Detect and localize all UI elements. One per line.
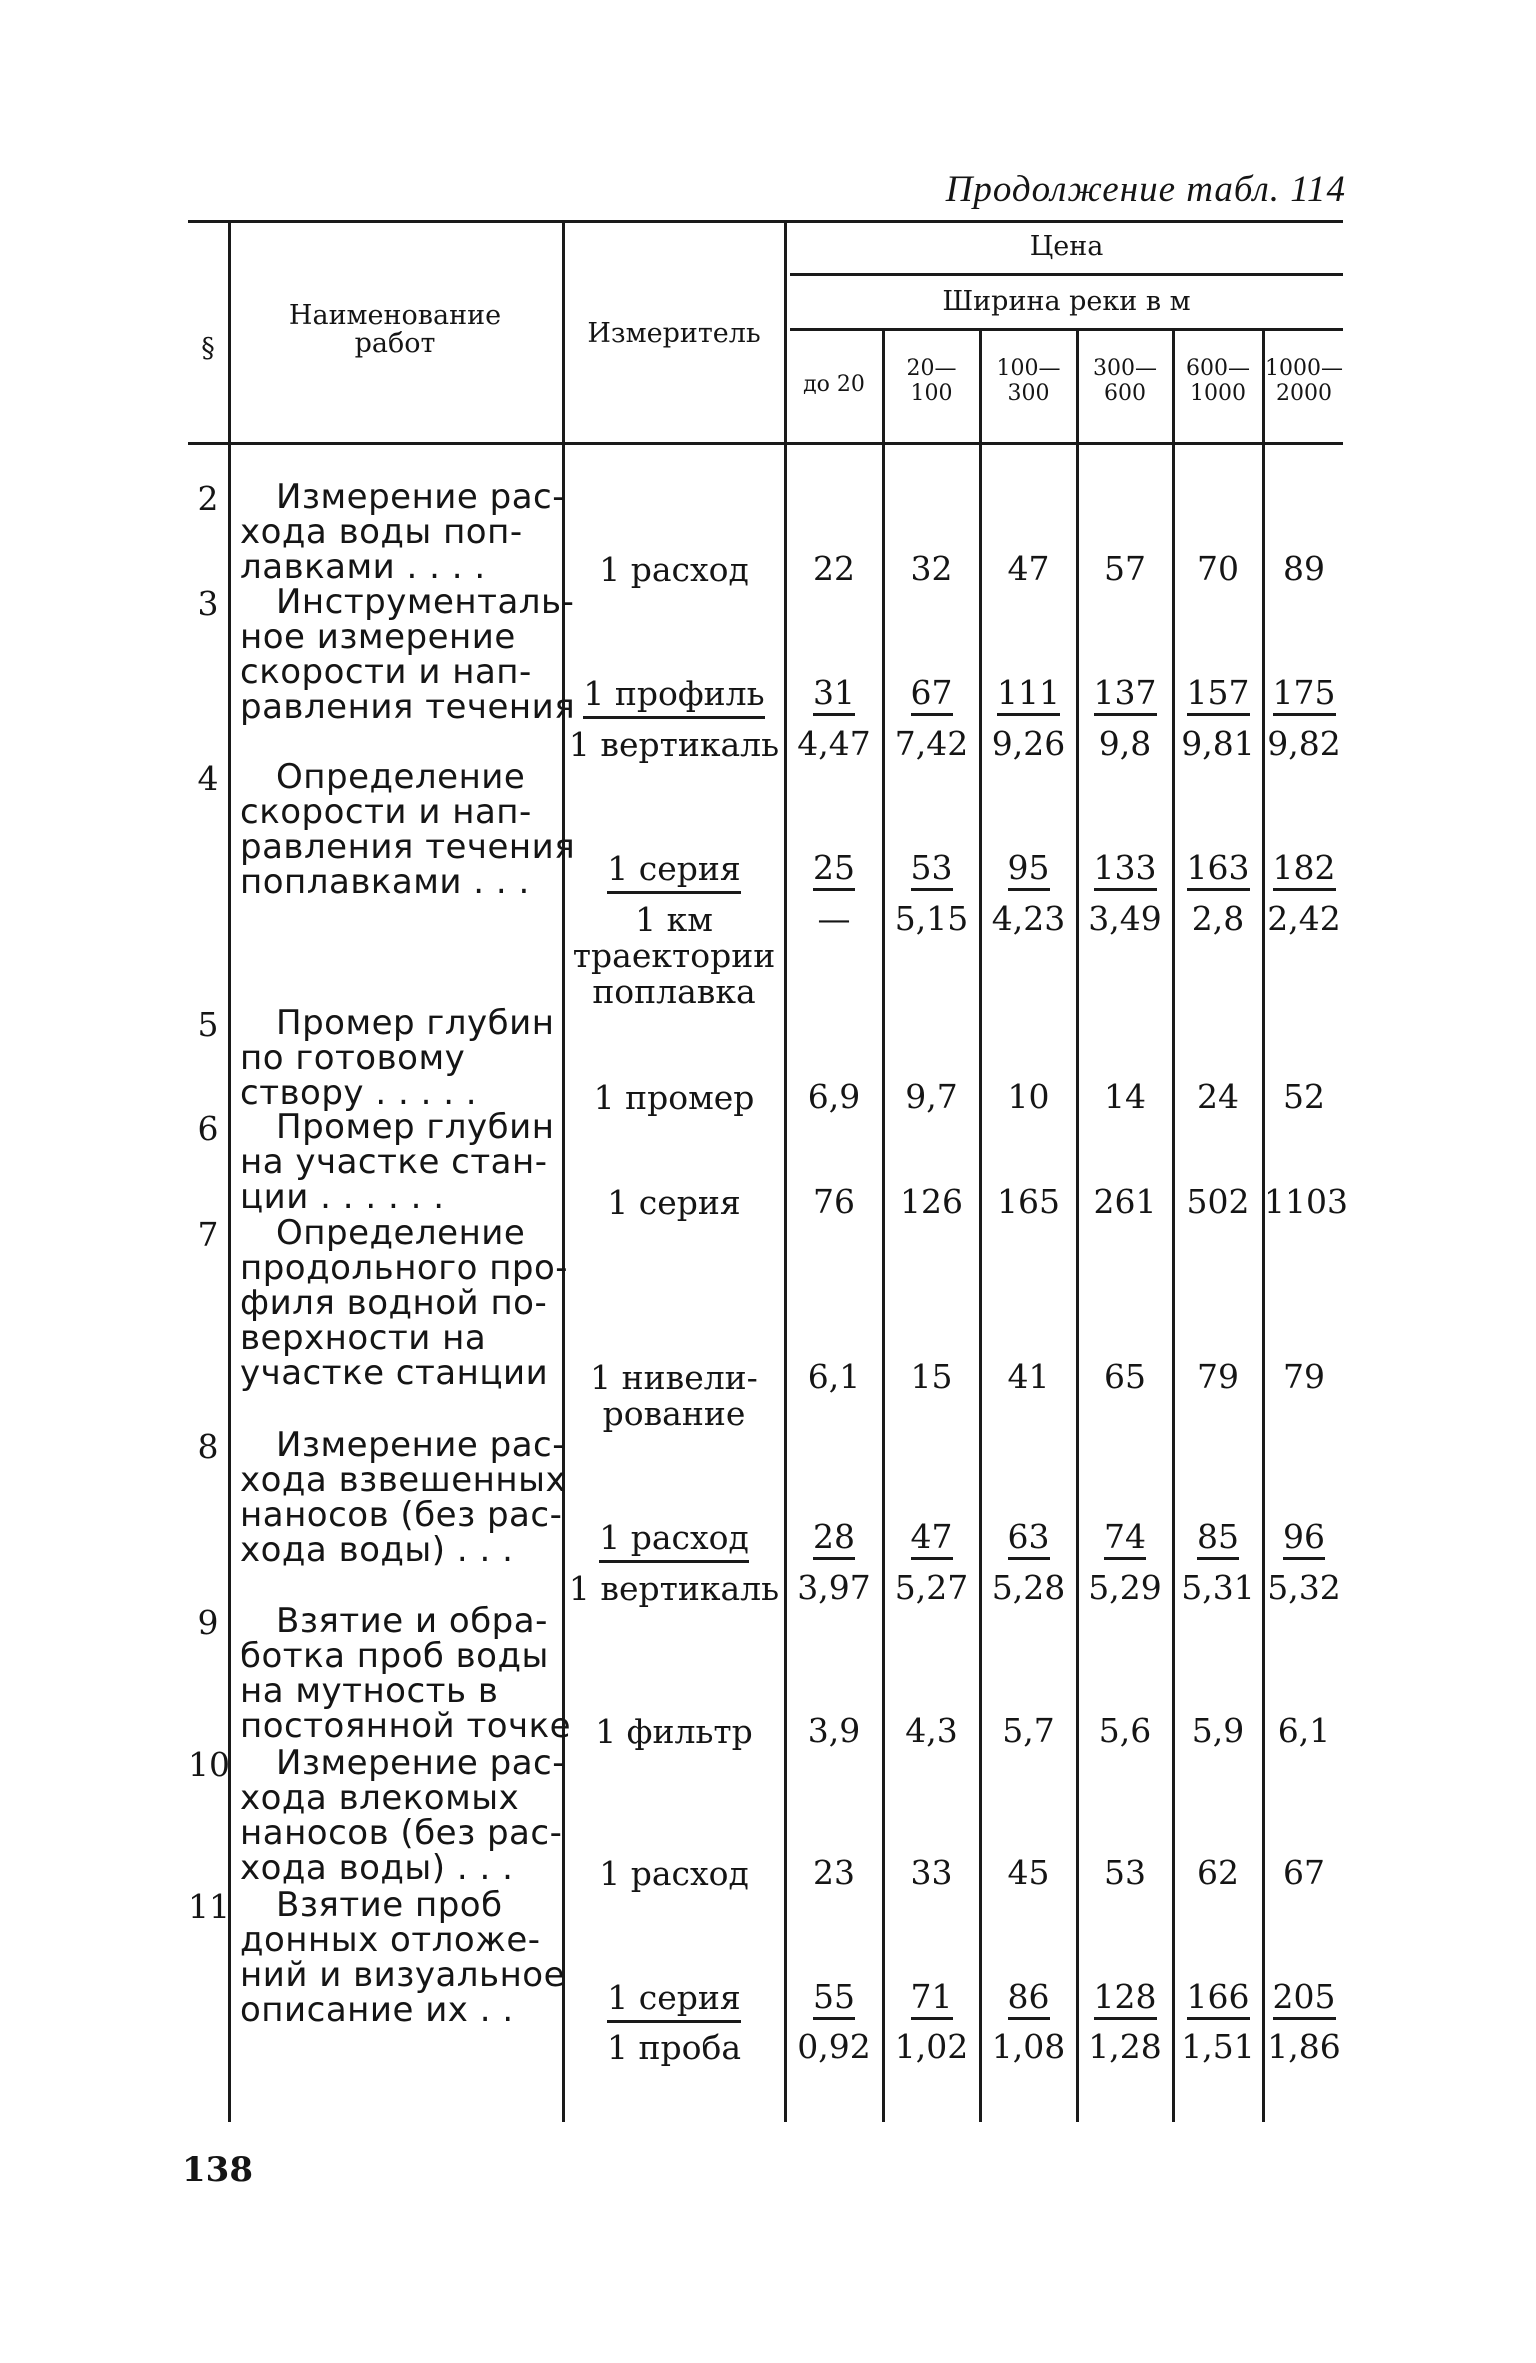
work-name-line: Инструменталь- bbox=[276, 582, 575, 622]
price-value-text: 23 bbox=[813, 1853, 855, 1892]
unit-label-line: 1 расход bbox=[599, 550, 749, 589]
header-width-4: 600— 1000 bbox=[1186, 356, 1250, 407]
price-value bbox=[981, 724, 1076, 763]
unit-label-line: 1 серия bbox=[607, 1980, 740, 2023]
price-value bbox=[1264, 1568, 1344, 1607]
unit-label bbox=[566, 2030, 782, 2066]
price-value-text: 261 bbox=[1093, 1182, 1157, 1221]
price-value-text: 9,8 bbox=[1098, 724, 1152, 763]
price-value bbox=[786, 899, 882, 938]
price-value-text: 166 bbox=[1187, 1980, 1250, 2020]
price-value-text: 0,92 bbox=[797, 2027, 871, 2066]
header-width-1: 20— 100 bbox=[906, 356, 957, 407]
price-value bbox=[1174, 549, 1262, 588]
work-name bbox=[240, 1743, 566, 1888]
price-value-text: 5,6 bbox=[1098, 1711, 1152, 1750]
price-value bbox=[884, 724, 979, 763]
price-value-text: 10 bbox=[1007, 1077, 1050, 1116]
price-value-text: 4,47 bbox=[797, 724, 871, 763]
price-value-text: 9,81 bbox=[1181, 724, 1255, 763]
price-value-text: 25 bbox=[813, 851, 855, 891]
row-number: 11 bbox=[188, 1887, 230, 1926]
work-name-line: скорости и нап- bbox=[240, 792, 532, 832]
work-name-line: филя водной по- bbox=[240, 1283, 548, 1323]
work-name-line: наносов (без рас- bbox=[240, 1813, 563, 1853]
work-name bbox=[240, 1107, 560, 1217]
price-value bbox=[981, 899, 1076, 938]
work-name bbox=[240, 757, 576, 902]
work-name-line: поплавками . . . bbox=[240, 862, 530, 902]
price-value bbox=[786, 1568, 882, 1607]
price-value bbox=[1078, 2027, 1172, 2066]
price-value bbox=[1078, 1357, 1172, 1396]
price-value-text: 9,26 bbox=[991, 724, 1066, 763]
price-value-text: 5,27 bbox=[894, 1568, 969, 1607]
work-name-line: равления течения bbox=[240, 687, 576, 727]
header-section-sign: § bbox=[201, 333, 215, 364]
row-number: 7 bbox=[197, 1215, 219, 1254]
work-name-line: продольного про- bbox=[240, 1248, 569, 1288]
row-number: 9 bbox=[197, 1603, 219, 1642]
price-value-text: 9,7 bbox=[905, 1077, 958, 1116]
work-name-line: хода воды) . . . bbox=[240, 1848, 514, 1888]
price-value-text: 6,1 bbox=[1277, 1711, 1331, 1750]
work-name-line: ное измерение bbox=[240, 617, 516, 657]
price-value-text: 95 bbox=[1008, 851, 1050, 891]
work-name-line: Измерение рас- bbox=[276, 477, 566, 517]
price-value-text: 71 bbox=[911, 1980, 953, 2020]
price-value-text: 31 bbox=[813, 676, 855, 716]
price-value-text: 1,51 bbox=[1181, 2027, 1255, 2066]
price-value bbox=[1174, 1517, 1262, 1560]
price-value bbox=[1264, 549, 1344, 588]
row-number: 10 bbox=[188, 1745, 230, 1784]
unit-label bbox=[566, 851, 782, 894]
price-value-text: 76 bbox=[813, 1182, 855, 1221]
price-value-text: 22 bbox=[813, 549, 855, 588]
header-river-width: Ширина реки в м bbox=[942, 286, 1191, 317]
price-value-text: 5,7 bbox=[1002, 1711, 1055, 1750]
row-number: 2 bbox=[197, 479, 219, 518]
price-value-text: 14 bbox=[1104, 1077, 1146, 1116]
price-value-text: 65 bbox=[1104, 1357, 1146, 1396]
price-value bbox=[884, 673, 979, 716]
work-name-line: Промер глубин bbox=[276, 1003, 555, 1043]
row-number: 3 bbox=[197, 584, 219, 623]
price-value bbox=[1264, 899, 1344, 938]
work-name-line: участке станции bbox=[240, 1353, 549, 1393]
price-value bbox=[1174, 1853, 1262, 1892]
work-name bbox=[240, 1003, 560, 1113]
price-value-text: 45 bbox=[1007, 1853, 1050, 1892]
price-value-text: 2,8 bbox=[1191, 899, 1245, 938]
work-name-line: ботка проб воды bbox=[240, 1636, 549, 1676]
price-value bbox=[884, 2027, 979, 2066]
price-value bbox=[1078, 848, 1172, 891]
header-bottom-rule bbox=[188, 442, 1343, 445]
price-value-text: 79 bbox=[1283, 1357, 1325, 1396]
price-value-text: 3,49 bbox=[1088, 899, 1162, 938]
price-value-text: 5,15 bbox=[894, 899, 969, 938]
price-value bbox=[1264, 1357, 1344, 1396]
price-value-text: 41 bbox=[1007, 1357, 1050, 1396]
price-value-text: 205 bbox=[1273, 1980, 1336, 2020]
unit-label-line: 1 вертикаль bbox=[568, 725, 780, 764]
price-value-text: 126 bbox=[900, 1182, 963, 1221]
price-value-text: 32 bbox=[910, 549, 953, 588]
price-value-text: 163 bbox=[1187, 851, 1250, 891]
header-work-name-2: работ bbox=[354, 328, 436, 359]
row-number: 6 bbox=[197, 1109, 219, 1148]
work-name-line: описание их . . bbox=[240, 1990, 514, 2030]
price-value bbox=[981, 2027, 1076, 2066]
price-value-text: 1,86 bbox=[1267, 2027, 1341, 2066]
price-value-text: 5,28 bbox=[991, 1568, 1066, 1607]
price-value-text: 62 bbox=[1197, 1853, 1239, 1892]
work-name-line: по готовому bbox=[240, 1038, 466, 1078]
table-top-rule bbox=[188, 220, 1343, 223]
price-value-text: — bbox=[817, 899, 851, 938]
work-name bbox=[240, 477, 566, 587]
work-name-line: верхности на bbox=[240, 1318, 487, 1358]
price-value-text: 33 bbox=[910, 1853, 953, 1892]
price-value-text: 52 bbox=[1283, 1077, 1325, 1116]
unit-label bbox=[566, 1856, 782, 1892]
unit-label-line: 1 расход bbox=[599, 1520, 749, 1563]
price-value-text: 502 bbox=[1186, 1182, 1250, 1221]
price-value-text: 63 bbox=[1008, 1520, 1050, 1560]
price-value-text: 175 bbox=[1273, 676, 1336, 716]
price-value bbox=[1264, 848, 1344, 891]
price-value bbox=[981, 1357, 1076, 1396]
unit-label bbox=[566, 552, 782, 588]
work-name bbox=[240, 582, 576, 727]
col-divider-w4 bbox=[1172, 330, 1175, 2122]
price-value bbox=[1264, 1182, 1348, 1221]
header-width-2: 100— 300 bbox=[996, 356, 1061, 407]
unit-label-line: 1 серия bbox=[607, 1183, 741, 1222]
page-number: 138 bbox=[182, 2150, 253, 2190]
work-name-line: хода воды поп- bbox=[240, 512, 523, 552]
price-value-text: 1,28 bbox=[1088, 2027, 1162, 2066]
price-value bbox=[1174, 899, 1262, 938]
price-value bbox=[1078, 1711, 1172, 1750]
work-name-line: створу . . . . . bbox=[240, 1073, 478, 1113]
price-value bbox=[884, 1568, 979, 1607]
price-value bbox=[981, 1182, 1076, 1221]
price-value bbox=[1174, 848, 1262, 891]
price-value-text: 1103 bbox=[1264, 1182, 1348, 1221]
price-value bbox=[1174, 673, 1262, 716]
price-value bbox=[884, 848, 979, 891]
price-value bbox=[981, 549, 1076, 588]
price-value bbox=[981, 848, 1076, 891]
header-price: Цена bbox=[1029, 231, 1104, 262]
price-value bbox=[1174, 724, 1262, 763]
col-divider-w5 bbox=[1262, 330, 1265, 2122]
price-value bbox=[1264, 1077, 1344, 1116]
price-value-text: 5,31 bbox=[1181, 1568, 1255, 1607]
price-value bbox=[786, 1517, 882, 1560]
price-value-text: 47 bbox=[911, 1520, 953, 1560]
price-value bbox=[1264, 2027, 1344, 2066]
work-name-line: хода влекомых bbox=[240, 1778, 520, 1818]
row-number: 5 bbox=[197, 1005, 219, 1044]
unit-label bbox=[566, 1185, 782, 1221]
work-name-line: на участке стан- bbox=[240, 1142, 548, 1182]
work-name-line: донных отложе- bbox=[240, 1920, 541, 1960]
price-value bbox=[1264, 1517, 1344, 1560]
unit-label-line: 1 фильтр bbox=[595, 1712, 753, 1751]
price-value-text: 5,32 bbox=[1267, 1568, 1341, 1607]
work-name-line: Взятие и обра- bbox=[276, 1601, 548, 1641]
work-name-line: хода взвешенных bbox=[240, 1460, 567, 1500]
price-value bbox=[1174, 1568, 1262, 1607]
work-name-line: Определение bbox=[276, 757, 526, 797]
price-value bbox=[1078, 1182, 1172, 1221]
price-value-text: 74 bbox=[1104, 1520, 1146, 1560]
unit-label-line: 1 вертикаль bbox=[568, 1569, 780, 1608]
unit-label-line: 1 нивели- bbox=[590, 1358, 758, 1397]
col-divider-w2 bbox=[979, 330, 982, 2122]
work-name-line: хода воды) . . . bbox=[240, 1530, 514, 1570]
price-value-text: 53 bbox=[1104, 1853, 1146, 1892]
price-value bbox=[1078, 673, 1172, 716]
row-number: 8 bbox=[197, 1427, 219, 1466]
price-value bbox=[786, 673, 882, 716]
header-width-0: до 20 bbox=[803, 372, 865, 397]
unit-label bbox=[566, 1571, 782, 1607]
work-name-line: Измерение рас- bbox=[276, 1743, 566, 1783]
price-value bbox=[1264, 1977, 1344, 2020]
work-name-line: Промер глубин bbox=[276, 1107, 555, 1147]
unit-label-line: 1 км bbox=[635, 900, 713, 939]
price-value bbox=[786, 549, 882, 588]
header-width-5: 1000— 2000 bbox=[1265, 356, 1343, 407]
width-rule bbox=[790, 328, 1343, 331]
price-value bbox=[981, 1853, 1076, 1892]
price-value-text: 79 bbox=[1197, 1357, 1239, 1396]
work-name-line: ний и визуальное bbox=[240, 1955, 566, 1995]
unit-label-line: траектории bbox=[572, 936, 776, 975]
price-value bbox=[1078, 1077, 1172, 1116]
price-value-text: 3,9 bbox=[807, 1711, 861, 1750]
work-name-line: равления течения bbox=[240, 827, 576, 867]
price-value bbox=[1078, 1977, 1172, 2020]
price-value bbox=[981, 1977, 1076, 2020]
price-value bbox=[1174, 1977, 1262, 2020]
price-value bbox=[981, 1711, 1076, 1750]
price-value bbox=[786, 848, 882, 891]
price-value bbox=[1264, 1711, 1344, 1750]
price-value-text: 4,3 bbox=[905, 1711, 958, 1750]
price-value bbox=[1174, 2027, 1262, 2066]
price-value-text: 67 bbox=[1283, 1853, 1325, 1892]
price-value bbox=[1174, 1077, 1262, 1116]
price-value bbox=[1174, 1182, 1262, 1221]
price-value bbox=[884, 899, 979, 938]
col-divider-w3 bbox=[1076, 330, 1079, 2122]
work-name-line: наносов (без рас- bbox=[240, 1495, 563, 1535]
row-number: 4 bbox=[197, 759, 219, 798]
price-value bbox=[981, 1568, 1076, 1607]
price-value bbox=[1078, 724, 1172, 763]
unit-label-line: 1 профиль bbox=[583, 676, 764, 719]
work-name-line: Определение bbox=[276, 1213, 526, 1253]
unit-label-line: 1 серия bbox=[607, 851, 740, 894]
price-value bbox=[884, 1357, 979, 1396]
price-value bbox=[786, 1711, 882, 1750]
price-value bbox=[884, 1711, 979, 1750]
work-name-line: ции . . . . . . bbox=[240, 1177, 445, 1217]
unit-label-line: 1 проба bbox=[606, 2028, 741, 2067]
unit-label-line: 1 промер bbox=[593, 1078, 755, 1117]
price-value-text: 137 bbox=[1094, 676, 1157, 716]
price-value-text: 15 bbox=[910, 1357, 953, 1396]
price-value-text: 111 bbox=[997, 676, 1060, 716]
work-name-line: лавками . . . . bbox=[240, 547, 486, 587]
price-value-text: 133 bbox=[1094, 851, 1157, 891]
price-value bbox=[786, 1977, 882, 2020]
work-name-line: на мутность в bbox=[240, 1671, 499, 1711]
price-value bbox=[1078, 1568, 1172, 1607]
unit-label-line: поплавка bbox=[592, 972, 756, 1011]
price-value bbox=[884, 1077, 979, 1116]
price-value bbox=[786, 724, 882, 763]
price-value-text: 28 bbox=[813, 1520, 855, 1560]
unit-label bbox=[566, 1520, 782, 1563]
price-value-text: 89 bbox=[1283, 549, 1325, 588]
col-divider-w1 bbox=[882, 330, 885, 2122]
price-value-text: 55 bbox=[813, 1980, 855, 2020]
price-value bbox=[1174, 1711, 1262, 1750]
price-value bbox=[786, 1853, 882, 1892]
price-value bbox=[1078, 1517, 1172, 1560]
unit-label-line: рование bbox=[602, 1394, 746, 1433]
work-name-line: скорости и нап- bbox=[240, 652, 532, 692]
price-value bbox=[884, 1853, 979, 1892]
price-value bbox=[786, 2027, 882, 2066]
price-value bbox=[786, 1182, 882, 1221]
price-value bbox=[884, 1977, 979, 2020]
price-value-text: 96 bbox=[1283, 1520, 1325, 1560]
price-value bbox=[786, 1077, 882, 1116]
table-caption: Продолжение табл. 114 bbox=[945, 169, 1346, 210]
unit-label bbox=[566, 676, 782, 719]
unit-label bbox=[566, 1360, 782, 1432]
price-value-text: 57 bbox=[1104, 549, 1146, 588]
price-value bbox=[981, 1517, 1076, 1560]
price-value bbox=[1078, 899, 1172, 938]
price-value-text: 182 bbox=[1273, 851, 1336, 891]
work-name-line: Взятие проб bbox=[276, 1885, 503, 1925]
unit-label bbox=[566, 1980, 782, 2023]
work-name bbox=[240, 1425, 567, 1570]
price-value-text: 1,08 bbox=[991, 2027, 1066, 2066]
price-value-text: 53 bbox=[911, 851, 953, 891]
work-name-line: Измерение рас- bbox=[276, 1425, 566, 1465]
unit-label bbox=[566, 902, 782, 1010]
price-value-text: 165 bbox=[997, 1182, 1060, 1221]
work-name bbox=[240, 1601, 572, 1746]
unit-label bbox=[566, 1714, 782, 1750]
unit-label bbox=[566, 727, 782, 763]
price-value-text: 47 bbox=[1007, 549, 1050, 588]
price-value-text: 67 bbox=[911, 676, 953, 716]
price-value-text: 7,42 bbox=[894, 724, 969, 763]
price-value-text: 70 bbox=[1197, 549, 1239, 588]
work-name bbox=[240, 1213, 569, 1393]
header-unit: Измеритель bbox=[587, 318, 761, 349]
price-value bbox=[1264, 1853, 1344, 1892]
price-value-text: 5,29 bbox=[1088, 1568, 1162, 1607]
price-value-text: 6,1 bbox=[807, 1357, 861, 1396]
price-value-text: 1,02 bbox=[894, 2027, 969, 2066]
price-value-text: 24 bbox=[1197, 1077, 1239, 1116]
price-value-text: 9,82 bbox=[1267, 724, 1341, 763]
price-value bbox=[1264, 724, 1344, 763]
price-value bbox=[981, 1077, 1076, 1116]
price-value-text: 157 bbox=[1187, 676, 1250, 716]
price-value bbox=[1174, 1357, 1262, 1396]
price-value bbox=[884, 549, 979, 588]
price-rule bbox=[790, 273, 1343, 276]
work-name-line: постоянной точке bbox=[240, 1706, 572, 1746]
price-value-text: 3,97 bbox=[797, 1568, 871, 1607]
col-divider-section bbox=[228, 222, 231, 2122]
price-value-text: 86 bbox=[1008, 1980, 1050, 2020]
price-value-text: 128 bbox=[1094, 1980, 1157, 2020]
price-value bbox=[981, 673, 1076, 716]
col-divider-unit bbox=[784, 222, 787, 2122]
unit-label bbox=[566, 1080, 782, 1116]
price-value bbox=[884, 1182, 979, 1221]
header-work-name-1: Наименование bbox=[288, 300, 502, 331]
price-value bbox=[1078, 549, 1172, 588]
price-value bbox=[884, 1517, 979, 1560]
price-value-text: 2,42 bbox=[1267, 899, 1341, 938]
unit-label-line: 1 расход bbox=[599, 1854, 749, 1893]
price-value-text: 6,9 bbox=[807, 1077, 861, 1116]
price-value bbox=[786, 1357, 882, 1396]
price-value-text: 85 bbox=[1197, 1520, 1239, 1560]
price-value-text: 4,23 bbox=[991, 899, 1066, 938]
price-value bbox=[1264, 673, 1344, 716]
price-value-text: 5,9 bbox=[1191, 1711, 1245, 1750]
work-name bbox=[240, 1885, 566, 2030]
price-value bbox=[1078, 1853, 1172, 1892]
header-width-3: 300— 600 bbox=[1093, 356, 1157, 407]
